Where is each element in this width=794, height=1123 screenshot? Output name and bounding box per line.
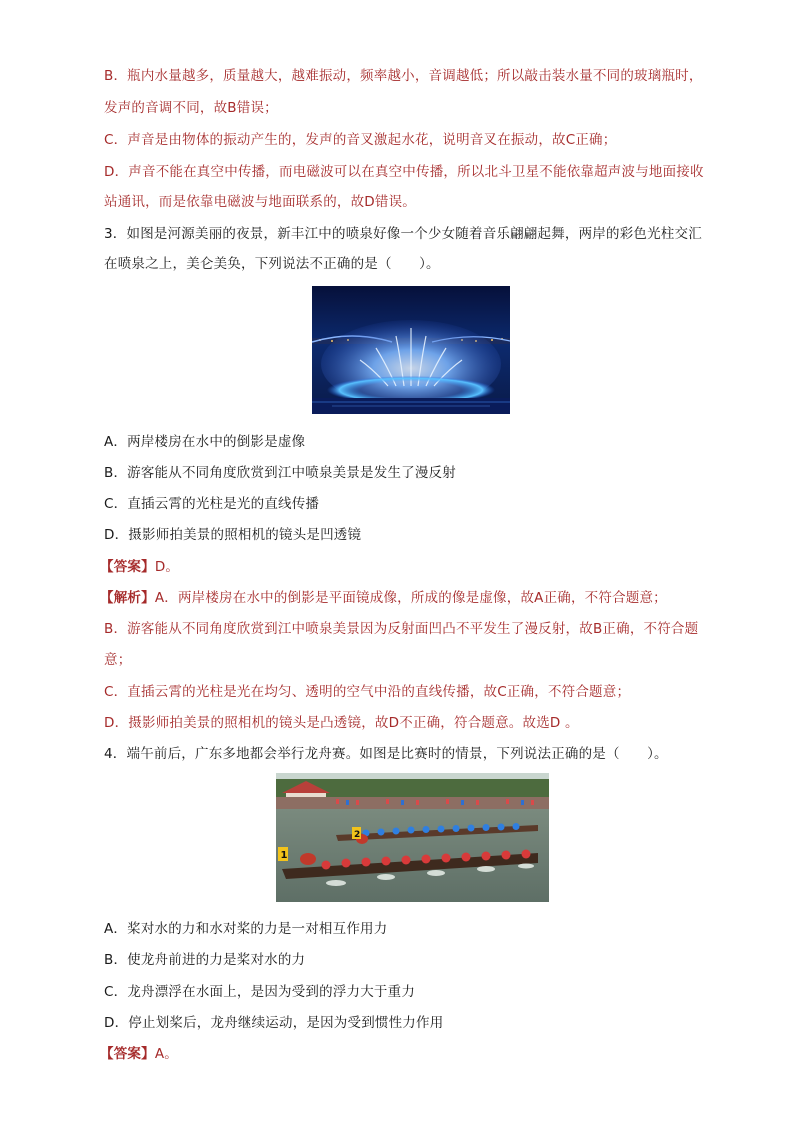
boat-number-1: 1	[280, 850, 288, 861]
analysis-label: 【解析】	[100, 590, 155, 606]
analysis-option-b-line2: 发声的音调不同，故B错误；	[104, 100, 278, 116]
answer-label: 【答案】	[100, 1046, 155, 1062]
question-4-stem: 4．端午前后，广东多地都会举行龙舟赛。如图是比赛时的情景，下列说法正确的是（ ）。	[104, 746, 668, 762]
question-3-analysis-c: C．直插云霄的光柱是光在均匀、透明的空气中沿的直线传播，故C正确，不符合题意；	[104, 684, 631, 700]
question-3-analysis-b-line2: 意；	[104, 652, 132, 668]
question-3-analysis-b-line1: B．游客能从不同角度欣赏到江中喷泉美景因为反射面凹凸不平发生了漫反射，故B正确，不符合题	[104, 621, 699, 637]
question-3-option-d: D．摄影师拍美景的照相机的镜头是凹透镜	[104, 527, 362, 543]
question-3-answer	[100, 557, 179, 577]
answer-value: A。	[154, 1046, 178, 1062]
question-3-analysis-d: D．摄影师拍美景的照相机的镜头是凸透镜，故D不正确，符合题意。故选D 。	[104, 715, 579, 731]
analysis-option-c: C．声音是由物体的振动产生的，发声的音叉激起水花，说明音叉在振动，故C正确；	[104, 132, 617, 148]
analysis-a-text: A．两岸楼房在水中的倒影是平面镜成像，所成的像是虚像，故A正确，不符合题意；	[154, 590, 667, 606]
question-4-answer	[100, 1044, 178, 1064]
dragon-boat-race-photo	[276, 773, 549, 902]
question-4-option-a: A．桨对水的力和水对桨的力是一对相互作用力	[104, 921, 388, 937]
question-4-option-d: D．停止划桨后，龙舟继续运动，是因为受到惯性力作用	[104, 1015, 444, 1031]
answer-value: D。	[154, 559, 180, 575]
question-3-option-c: C．直插云霄的光柱是光的直线传播	[104, 496, 320, 512]
question-4-option-b: B．使龙舟前进的力是桨对水的力	[104, 952, 306, 968]
question-3-stem-line2: 在喷泉之上，美仑美奂，下列说法不正确的是（ ）。	[104, 256, 440, 272]
question-3-stem-line1: 3．如图是河源美丽的夜景，新丰江中的喷泉好像一个少女随着音乐翩翩起舞，两岸的彩色光柱交汇	[104, 226, 702, 242]
question-3-option-a: A．两岸楼房在水中的倒影是虚像	[104, 434, 306, 450]
fountain-night-photo	[312, 286, 510, 414]
analysis-option-d-line2: 站通讯，而是依靠电磁波与地面联系的，故D错误。	[104, 194, 416, 210]
question-3-analysis-a	[100, 588, 667, 608]
answer-label: 【答案】	[100, 559, 155, 575]
boat-number-2: 2	[354, 830, 361, 840]
question-3-option-b: B．游客能从不同角度欣赏到江中喷泉美景是发生了漫反射	[104, 465, 456, 481]
question-4-option-c: C．龙舟漂浮在水面上，是因为受到的浮力大于重力	[104, 984, 416, 1000]
analysis-option-d-line1: D．声音不能在真空中传播，而电磁波可以在真空中传播，所以北斗卫星不能依靠超声波与地面接收	[104, 164, 704, 180]
analysis-option-b-line1: B．瓶内水量越多，质量越大，越难振动，频率越小，音调越低；所以敲击装水量不同的玻璃瓶时，	[104, 68, 703, 84]
